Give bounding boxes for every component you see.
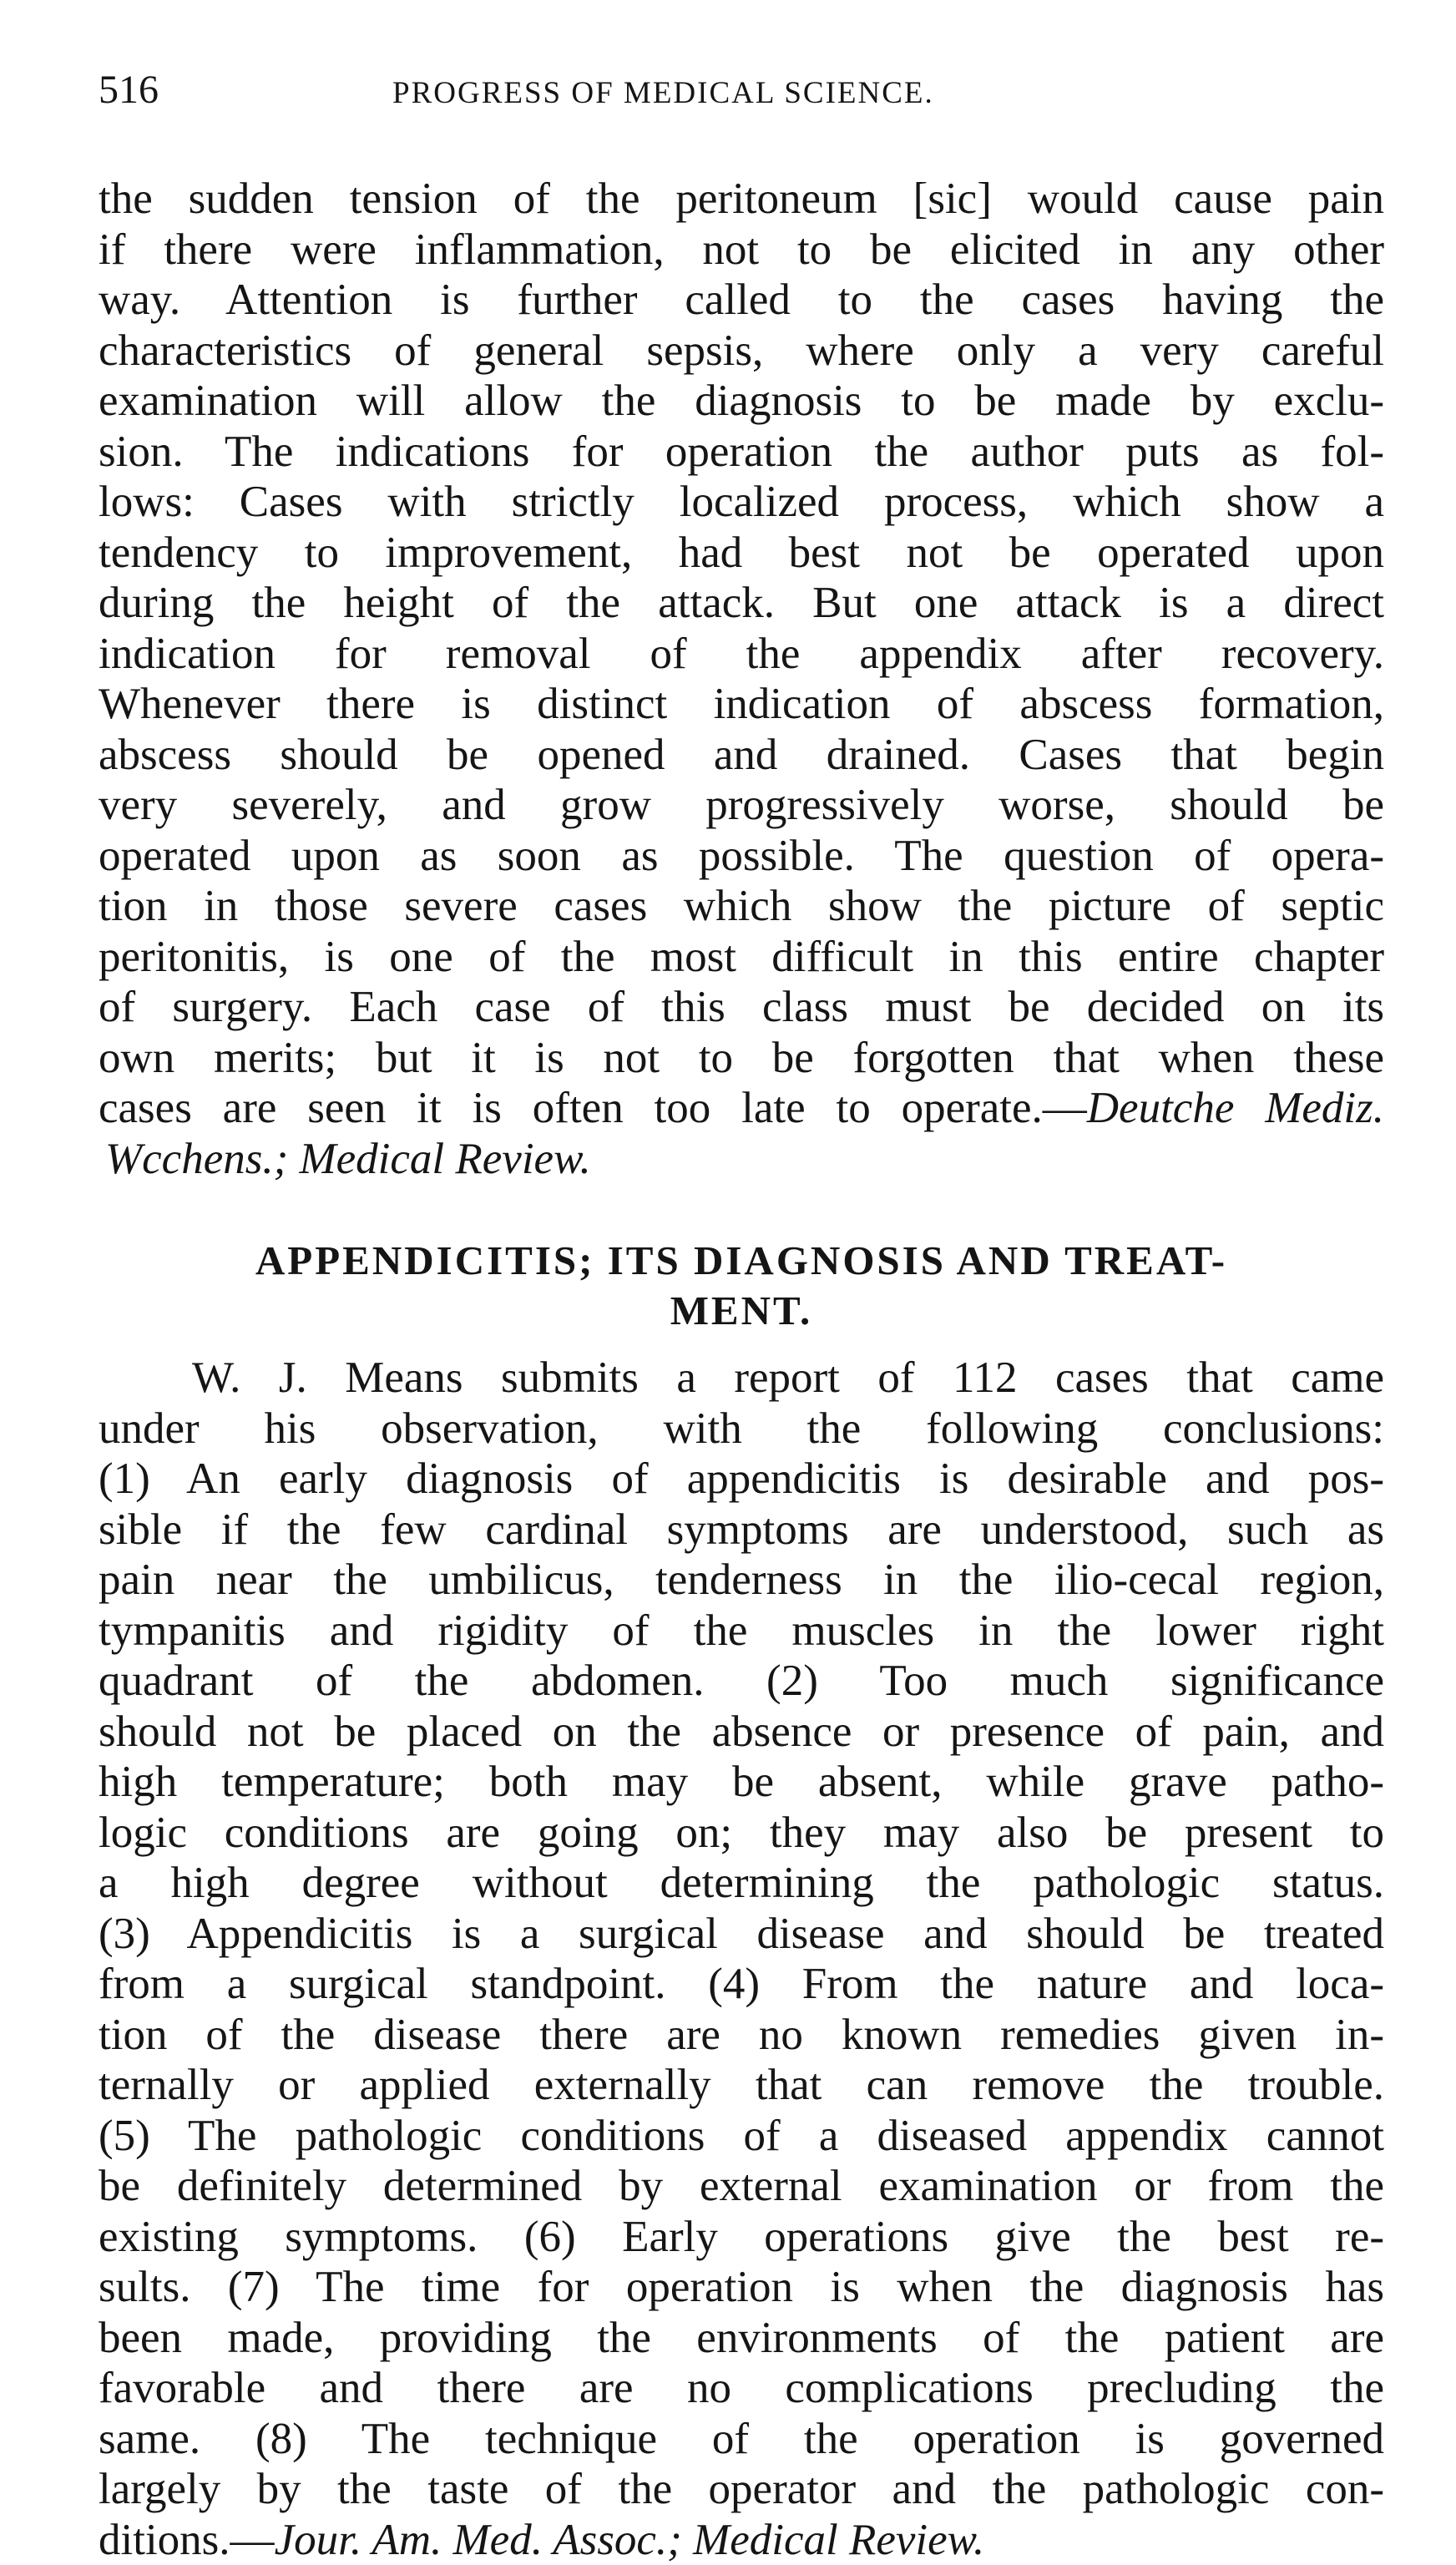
running-head	[99, 67, 1384, 125]
text-line: under his observation, with the following conclusions:	[99, 1404, 1384, 1455]
text-line: sion. The indications for operation the author puts as fol-	[99, 427, 1384, 478]
text-line: Whenever there is distinct indication of abscess formation,	[99, 679, 1384, 730]
text-line: (1) An early diagnosis of appendicitis is desirable and pos-	[99, 1454, 1384, 1505]
page-number: 516	[99, 67, 159, 113]
text-line: ternally or applied externally that can remove the trouble.	[99, 2060, 1384, 2111]
text-segment: cases are seen it is often too late to operate.—	[99, 1084, 1087, 1132]
citation: Deutche Mediz.	[1087, 1084, 1384, 1132]
paragraph-continued	[99, 174, 1384, 1184]
section-heading	[99, 1236, 1384, 1336]
book-page	[99, 67, 1384, 2565]
text-line: logic conditions are going on; they may also be present to	[99, 1808, 1384, 1859]
text-line: during the height of the attack. But one attack is a direct	[99, 578, 1384, 629]
text-line: (5) The pathologic conditions of a diseased appendix cannot	[99, 2111, 1384, 2162]
text-line: existing symptoms. (6) Early operations give the best re-	[99, 2212, 1384, 2263]
text-line: sults. (7) The time for operation is when the diagnosis has	[99, 2262, 1384, 2313]
text-line: sible if the few cardinal symptoms are understood, such as	[99, 1505, 1384, 1556]
text-line: operated upon as soon as possible. The question of opera-	[99, 831, 1384, 882]
text-line: very severely, and grow progressively worse, should be	[99, 780, 1384, 831]
text-line: way. Attention is further called to the cases having the	[99, 275, 1384, 326]
running-title: PROGRESS OF MEDICAL SCIENCE.	[392, 75, 934, 111]
citation: Jour. Am. Med. Assoc.; Medical Review.	[275, 2516, 985, 2564]
text-line: favorable and there are no complications precluding the	[99, 2363, 1384, 2414]
paragraph-body	[99, 1353, 1384, 2565]
text-line-with-citation	[99, 1083, 1384, 1134]
heading-line: MENT.	[99, 1286, 1384, 1336]
citation-line	[99, 1134, 1384, 1185]
text-line: largely by the taste of the operator and the pathologic con-	[99, 2464, 1384, 2515]
heading-line: APPENDICITIS; ITS DIAGNOSIS AND TREAT-	[99, 1236, 1384, 1286]
text-line: abscess should be opened and drained. Cases that begin	[99, 730, 1384, 781]
text-line: should not be placed on the absence or presence of pain, and	[99, 1707, 1384, 1758]
text-line: tion of the disease there are no known remedies given in-	[99, 2010, 1384, 2061]
text-line: high temperature; both may be absent, while grave patho-	[99, 1757, 1384, 1808]
text-line: same. (8) The technique of the operation is governed	[99, 2414, 1384, 2465]
text-line: own merits; but it is not to be forgotten that when these	[99, 1033, 1384, 1084]
text-line: of surgery. Each case of this class must be decided on its	[99, 982, 1384, 1033]
text-line: if there were inflammation, not to be elicited in any other	[99, 225, 1384, 276]
text-line: (3) Appendicitis is a surgical disease and should be treated	[99, 1909, 1384, 1960]
text-line: a high degree without determining the pathologic status.	[99, 1858, 1384, 1909]
text-line: tion in those severe cases which show the picture of septic	[99, 881, 1384, 932]
text-line: quadrant of the abdomen. (2) Too much significance	[99, 1656, 1384, 1707]
text-line: indication for removal of the appendix after recovery.	[99, 629, 1384, 680]
text-line: tendency to improvement, had best not be operated upon	[99, 528, 1384, 579]
text-line: examination will allow the diagnosis to be made by exclu-	[99, 376, 1384, 427]
text-line: be definitely determined by external examination or from the	[99, 2161, 1384, 2212]
citation: Wcchens.; Medical Review.	[105, 1135, 591, 1183]
text-line: peritonitis, is one of the most difficult in this entire chapter	[99, 932, 1384, 983]
text-line: pain near the umbilicus, tenderness in the ilio-cecal region,	[99, 1555, 1384, 1606]
text-line: tympanitis and rigidity of the muscles in the lower right	[99, 1606, 1384, 1657]
text-line: characteristics of general sepsis, where only a very careful	[99, 326, 1384, 377]
text-line-with-citation	[99, 2515, 1384, 2565]
text-line: been made, providing the environments of the patient are	[99, 2313, 1384, 2364]
text-line: W. J. Means submits a report of 112 cases that came	[99, 1353, 1384, 1404]
text-segment: ditions.—	[99, 2516, 275, 2564]
text-line: the sudden tension of the peritoneum [sic] would cause pain	[99, 174, 1384, 225]
text-line: from a surgical standpoint. (4) From the nature and loca-	[99, 1959, 1384, 2010]
text-line: lows: Cases with strictly localized process, which show a	[99, 477, 1384, 528]
